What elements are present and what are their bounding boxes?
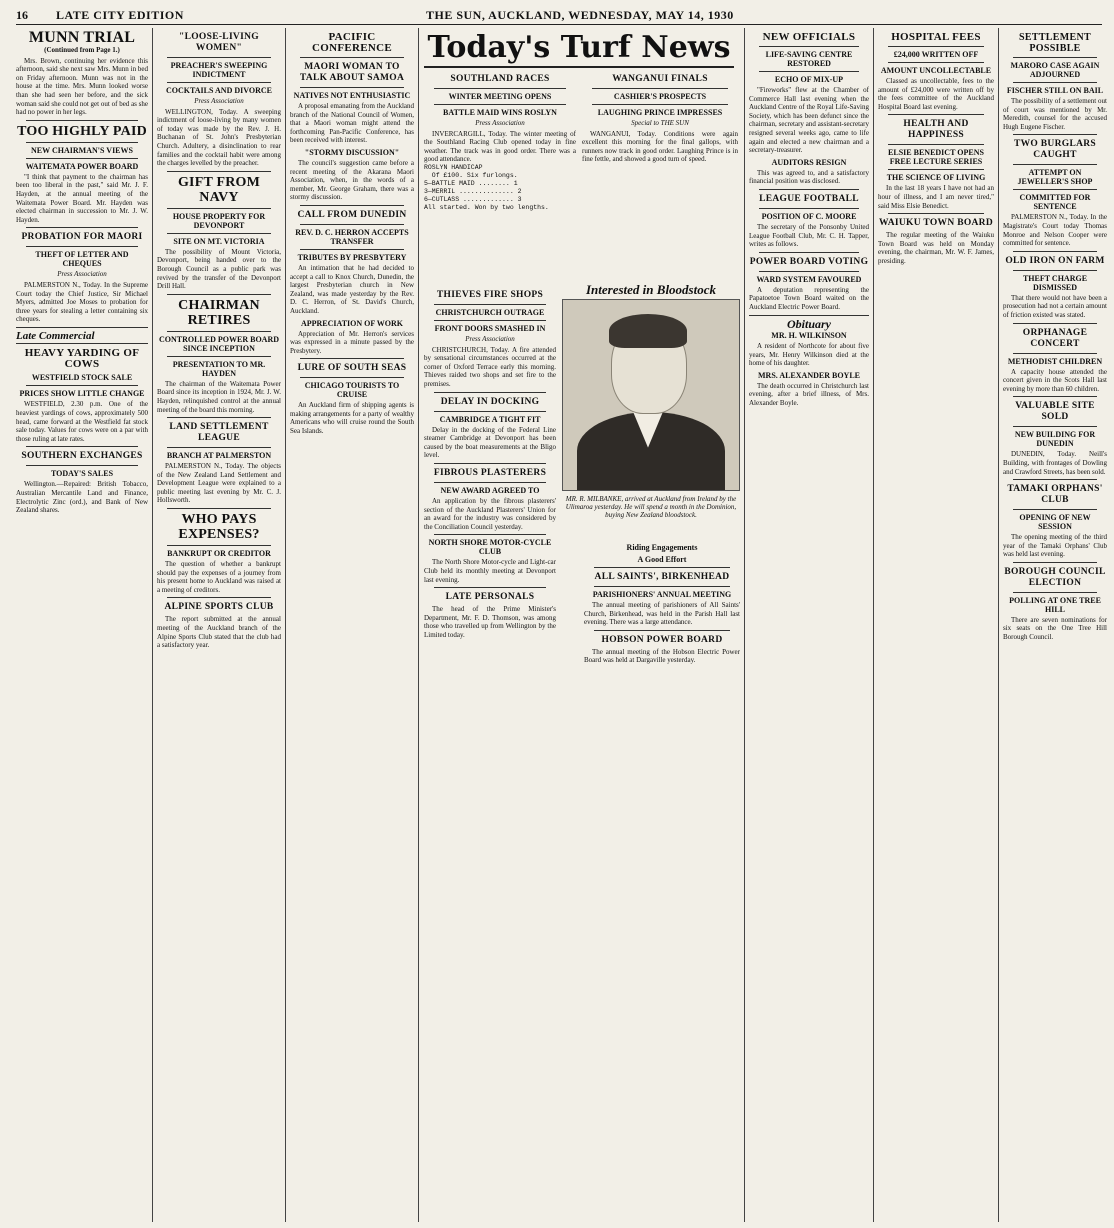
valuable-site-headline: VALUABLE SITE SOLD — [1015, 401, 1095, 423]
wanganui-finals-headline: WANGANUI FINALS — [612, 74, 708, 84]
theft-dismissed-subhead: THEFT CHARGE DISMISSED — [1022, 273, 1088, 292]
doors-smashed-subhead: FRONT DOORS SMASHED IN — [434, 324, 546, 333]
column-5 — [749, 28, 869, 1222]
new-chairman-subhead: NEW CHAIRMAN'S VIEWS — [31, 145, 133, 155]
roslyn-handicap-result: ROSLYN HANDICAP Of £100. Six furlongs. 5—BATTLE MAID ........ 1 3—MERRIL .............. 2 6—CUTLASS ............. 3 All started. Won by two lengths. — [424, 163, 549, 211]
herron-subhead: REV. D. C. HERRON ACCEPTS TRANSFER — [295, 227, 409, 246]
iron-body: That there would not have been a prosecution had not a certain amount of friction existed was stated. — [1003, 293, 1107, 319]
column-rule — [285, 28, 286, 1222]
mix-up-subhead: ECHO OF MIX-UP — [774, 75, 844, 84]
pacific-body: A proposal emanating from the Auckland branch of the National Council of Women, that a Maori woman might attend the forthcoming Pan-Pacific Conference, has been received with interest. — [290, 102, 414, 145]
league-body: The secretary of the Ponsonby United League Football Club, Mr. C. H. Tapper, writes as follows. — [749, 222, 869, 249]
health-body: In the last 18 years I have not had an hour of illness, and I am never tired," said Miss Elsie Benedict. — [878, 184, 994, 210]
land-body: PALMERSTON N., Today. The objects of the New Zealand Land Settlement and Development League were explained to a public meeting last evening by Mr. C. J. Hollsworth. — [157, 462, 281, 505]
late-personals-body: The head of the Prime Minister's Department, Mr. F. D. Thomson, was among those who travelled up from Wellington by the Limited today. — [424, 605, 556, 639]
column-2 — [157, 28, 281, 1222]
expenses-body: The question of whether a bankrupt should pay the expenses of a journey from his present home to Auckland was raised at a meeting of creditors. — [157, 560, 281, 594]
life-saving-subhead: LIFE-SAVING CENTRE RESTORED — [765, 50, 853, 68]
winter-meeting-subhead: WINTER MEETING OPENS — [448, 92, 552, 101]
thieves-body: CHRISTCHURCH, Today. A fire attended by sensational circumstances occurred at the corner of Oxford Terrace early this morning. Thieves raided two shops and set fire to the premises. — [424, 345, 556, 388]
presentation-subhead: PRESENTATION TO MR. HAYDEN — [172, 359, 266, 378]
league-football-headline: LEAGUE FOOTBALL — [759, 193, 859, 204]
good-effort-subhead: A Good Effort — [637, 555, 687, 564]
north-shore-headline: NORTH SHORE MOTOR-CYCLE CLUB — [428, 538, 552, 557]
boyle-subhead: MRS. ALEXANDER BOYLE — [757, 370, 860, 380]
controlled-power-subhead: CONTROLLED POWER BOARD SINCE INCEPTION — [158, 334, 279, 353]
waiuku-headline: WAIUKU TOWN BOARD — [878, 218, 994, 229]
palmerston-branch-subhead: BRANCH AT PALMERSTON — [166, 451, 272, 461]
call-body: An intimation that he had decided to accept a call to Knox Church, Dunedin, the largest Presbyterian church in New Zealand, was made yesterday by the Rev. D. C. Herron, of St. David's Church, Auckland. — [290, 263, 414, 315]
press-association: Press Association — [57, 270, 107, 279]
house-property-subhead: HOUSE PROPERTY FOR DEVONPORT — [172, 211, 266, 230]
appreciation-subhead: APPRECIATION OF WORK — [300, 318, 404, 328]
science-living-subhead: THE SCIENCE OF LIVING — [886, 173, 986, 183]
too-highly-paid-body: "I think that payment to the chairman has been too liberal in the past," said Mr. J. F. Hayden, at the annual meeting of the Waitemata Power Board. Mr. Hayden was elected chairman in succession to Mr. J. W. Hayden. — [16, 172, 148, 224]
fibrous-plasterers-headline: FIBROUS PLASTERERS — [433, 467, 547, 478]
old-iron-headline: OLD IRON ON FARM — [1005, 255, 1105, 266]
waiuku-body: The regular meeting of the Waiuku Town Board was held on Monday evening, the chairman, Mr. W. F. James, presiding. — [878, 231, 994, 265]
all-saints-headline: ALL SAINTS', BIRKENHEAD — [594, 572, 730, 582]
auditors-body: This was agreed to, and a satisfactory financial position was disclosed. — [749, 168, 869, 186]
pacific-conference-headline: PACIFIC CONFERENCE — [311, 31, 392, 54]
wilkinson-subhead: MR. H. WILKINSON — [771, 331, 847, 341]
battle-maid-subhead: BATTLE MAID WINS ROSLYN — [443, 108, 557, 117]
probation-body: PALMERSTON N., Today. In the Supreme Court today the Chief Justice, Sir Michael Myers, admitted Joe Moses to probation for three years for stealing a letter containing six cheques. — [16, 280, 148, 324]
chicago-subhead: CHICAGO TOURISTS TO CRUISE — [304, 381, 400, 400]
one-tree-hill-subhead: POLLING AT ONE TREE HILL — [1009, 595, 1101, 614]
north-shore-body: The North Shore Motor-cycle and Light-car Club held its monthly meeting at Devonport last evening. — [424, 558, 556, 584]
methodist-subhead: METHODIST CHILDREN — [1007, 356, 1103, 366]
theft-subhead: THEFT OF LETTER AND CHEQUES — [35, 250, 129, 269]
wilkinson-body: A resident of Northcote for about five years, Mr. Henry Wilkinson died at the home of his daughter. — [749, 342, 869, 368]
health-happiness-headline: HEALTH AND HAPPINESS — [903, 119, 969, 141]
natives-subhead: NATIVES NOT ENTHUSIASTIC — [293, 91, 411, 100]
alpine-club-headline: ALPINE SPORTS CLUB — [164, 602, 274, 613]
column-rule — [744, 28, 745, 1222]
burglars-body: PALMERSTON N., Today. In the Magistrate's Court today Thomas Monroe and Nelson Cooper were committed for sentence. — [1003, 213, 1107, 248]
power-body: A deputation representing the Papatoetoe Town Board waited on the Auckland Electric Power Board. — [749, 285, 869, 311]
late-commercial-heading: Late Commercial — [16, 329, 95, 342]
cocktails-subhead: COCKTAILS AND DIVORCE — [166, 86, 272, 95]
waitemata-subhead: WAITEMATA POWER BOARD — [25, 161, 139, 171]
todays-sales-subhead: TODAY'S SALES — [50, 469, 114, 479]
settlement-body: The possibility of a settlement out of court was mentioned by Mr. Meredith, counsel for the accused Hugh Eugene Fischer. — [1003, 97, 1107, 131]
southern-exchanges-headline: SOUTHERN EXCHANGES — [21, 451, 143, 462]
orphanage-headline: ORPHANAGE CONCERT — [1022, 327, 1088, 349]
wanganui-body: WANGANUI, Today. Conditions were again excellent this morning for the final gallops, with runners now track in good order. Laughing Prince is in fine fettle, and showed a good turn of speed. — [582, 129, 738, 164]
power-voting-headline: POWER BOARD VOTING — [749, 256, 869, 267]
press-association: Press Association — [465, 335, 515, 343]
chairman-body: The chairman of the Waitemata Power Board since its inception in 1924, Mr. J. W. Hayden, relinquished control at the annual meeting of the board this morning. — [157, 379, 281, 414]
cows-headline: HEAVY YARDING OF COWS — [24, 347, 140, 371]
boyle-body: The death occurred in Christchurch last evening, after a brief illness, of Mrs. Alexander Boyle. — [749, 381, 869, 408]
maroro-subhead: MARORO CASE AGAIN ADJOURNED — [1010, 61, 1100, 79]
settlement-possible-headline: SETTLEMENT POSSIBLE — [1019, 32, 1091, 54]
borough-election-headline: BOROUGH COUNCIL ELECTION — [1004, 566, 1106, 588]
all-saints-body: The annual meeting of parishioners of All Saints' Church, Birkenhead, was held in the Parish Hall last evening. There was a large attendance. — [584, 601, 740, 627]
bloodstock-block — [562, 282, 740, 532]
tamaki-body: The opening meeting of the third year of the Tamaki Orphans' Club was held last evening. — [1003, 533, 1107, 559]
cambridge-subhead: CAMBRIDGE A TIGHT FIT — [439, 414, 541, 424]
fibrous-body: An application by the fibrous plasterers' section of the Auckland Plasterers' Union for an award for the industry was considered by the Conciliation Council yesterday. — [424, 496, 556, 531]
tamaki-headline: TAMAKI ORPHANS' CLUB — [1007, 484, 1103, 506]
press-association: Press Association — [194, 97, 244, 105]
tributes-subhead: TRIBUTES BY PRESBYTERY — [297, 252, 407, 262]
column-1 — [16, 28, 148, 1222]
fischer-subhead: FISCHER STILL ON BAIL — [1006, 86, 1104, 95]
turf-news-title: Today's Turf News — [424, 30, 734, 68]
cashiers-subhead: CASHIER'S PROSPECTS — [613, 92, 707, 101]
milbanke-portrait — [562, 299, 740, 491]
gift-from-navy-headline: GIFT FROM NAVY — [177, 174, 261, 205]
munn-trial-body: Mrs. Brown, continuing her evidence this afternoon, said she next saw Mrs. Munn in bed on Friday afternoon. Munn was not in the house at the time. Mrs. Munn looked worse than she had seen her before, and the sick woman said she could not get out of bed as she had no power in her legs. — [16, 56, 148, 117]
appreciation-body: Appreciation of Mr. Herron's services was expressed in a minute passed by the Presbytery. — [290, 329, 414, 355]
lure-south-seas-headline: LURE OF SOUTH SEAS — [297, 363, 407, 374]
land-settlement-headline: LAND SETTLEMENT LEAGUE — [169, 422, 269, 444]
column-7 — [1003, 28, 1107, 1222]
hobson-body: The annual meeting of the Hobson Electric Power Board was held at Dargaville yesterday. — [584, 647, 740, 665]
press-association: Press Association — [475, 119, 525, 127]
column-3 — [290, 28, 414, 1222]
new-session-subhead: OPENING OF NEW SESSION — [1019, 513, 1091, 532]
who-pays-headline: WHO PAYS EXPENSES? — [178, 512, 260, 543]
laughing-prince-subhead: LAUGHING PRINCE IMPRESSES — [597, 108, 723, 117]
southland-body: INVERCARGILL, Today. The winter meeting of the Southland Racing Club opened today in fine weather. The track was in good order. There was a good attendance. — [424, 129, 576, 164]
too-highly-paid-headline: TOO HIGHLY PAID — [17, 123, 147, 139]
loose-living-body: WELLINGTON, Today. A sweeping indictment of loose-living by many women of today was made by the Rev. J. H. Buchanan of St. John's Presbyterian Church. Adultery, a disinclination to rear families and the cocktail habit were among the charges levelled by the preacher. — [157, 107, 281, 168]
column-6 — [878, 28, 994, 1222]
southland-races-headline: SOUTHLAND RACES — [450, 74, 550, 84]
moore-subhead: POSITION OF C. MOORE — [761, 211, 857, 221]
obituary-heading: Obituary — [786, 316, 831, 331]
bankrupt-subhead: BANKRUPT OR CREDITOR — [167, 549, 271, 559]
dateline: THE SUN, AUCKLAND, WEDNESDAY, MAY 14, 1930 — [426, 8, 734, 22]
late-personals-headline: LATE PERSONALS — [445, 592, 535, 603]
chairman-retires-headline: CHAIRMAN RETIRES — [178, 297, 260, 328]
westfield-body: WESTFIELD, 2.30 p.m. One of the heaviest yardings of cows, approximately 500 head, came forward at the Westfield fat stock sale today. Values for cows were on a par with those ruling at late rates. — [16, 400, 148, 443]
masthead — [16, 8, 1102, 25]
portrait-caption: MR. R. MILBANKE, arrived at Auckland from Ireland by the Ulimaroa yesterday. He will spend a month in the Dominion, buying New Zealand bloodstock. — [565, 494, 737, 520]
dunedin-building-subhead: NEW BUILDING FOR DUNEDIN — [1014, 430, 1096, 449]
hospital-fees-headline: HOSPITAL FEES — [891, 31, 981, 43]
ward-system-subhead: WARD SYSTEM FAVOURED — [756, 274, 862, 284]
column-rule — [152, 28, 153, 1222]
lure-body: An Auckland firm of shipping agents is making arrangements for a party of wealthy Americans who will cruise round the South Sea Islands. — [290, 401, 414, 436]
column-rule — [998, 28, 999, 1222]
committed-subhead: COMMITTED FOR SENTENCE — [1019, 193, 1091, 212]
column-4a-lower — [424, 286, 556, 1222]
jewellers-subhead: ATTEMPT ON JEWELLER'S SHOP — [1017, 168, 1093, 187]
edition-label: LATE CITY EDITION — [56, 8, 184, 22]
loose-living-headline: "LOOSE-LIVING WOMEN" — [179, 32, 259, 53]
orphanage-body: A capacity house attended the concert given in the Scots Hall last evening by more than 60 children. — [1003, 367, 1107, 393]
special-to-sun: Special to THE SUN — [631, 119, 689, 127]
two-burglars-headline: TWO BURGLARS CAUGHT — [1014, 139, 1096, 161]
probation-headline: PROBATION FOR MAORI — [21, 232, 143, 243]
call-dunedin-headline: CALL FROM DUNEDIN — [297, 209, 407, 220]
prices-subhead: PRICES SHOW LITTLE CHANGE — [19, 389, 145, 399]
column-4b-lower — [584, 540, 740, 1222]
preacher-subhead: PREACHER'S SWEEPING INDICTMENT — [170, 61, 268, 79]
new-officials-body: "Fireworks" flew at the Chamber of Commerce Hall last evening when the Auckland Centre of the Royal Life-Saving Society, which has been defunct since the chairman, secretary and assistant-secretary resigned several weeks ago, came to life again and elected a new chairman and a secretary-treasurer. — [749, 86, 869, 155]
benedict-subhead: ELSIE BENEDICT OPENS FREE LECTURE SERIES — [888, 148, 984, 167]
valuable-body: DUNEDIN, Today. Neill's Building, with frontages of Dowling and Crawford Streets, has been sold. — [1003, 450, 1107, 476]
munn-trial-headline: MUNN TRIAL — [28, 29, 136, 46]
new-officials-headline: NEW OFFICIALS — [762, 31, 856, 43]
alpine-body: The report submitted at the annual meeting of the Auckland branch of the Alpine Sports Club stated that the club had a satisfactory year. — [157, 615, 281, 650]
hospital-body: Classed as uncollectable, fees to the amount of £24,000 were written off by the fees committee of the Auckland Hospital Board last evening. — [878, 77, 994, 111]
page-number: 16 — [16, 8, 28, 22]
stormy-body: The council's suggestion came before a recent meeting of the Akarana Maori Association, when, in the words of a member, Mr. George Graham, there was a stormy discussion. — [290, 158, 414, 202]
thieves-fire-headline: THIEVES FIRE SHOPS — [436, 290, 544, 300]
hobson-headline: HOBSON POWER BOARD — [601, 634, 723, 645]
stormy-discussion-subhead: "STORMY DISCUSSION" — [304, 147, 400, 157]
new-award-subhead: NEW AWARD AGREED TO — [440, 485, 540, 495]
delay-docking-headline: DELAY IN DOCKING — [440, 396, 540, 407]
borough-body: There are seven nominations for six seats on the One Tree Hill Borough Council. — [1003, 615, 1107, 642]
parishioners-subhead: PARISHIONERS' ANNUAL MEETING — [592, 590, 732, 599]
maori-woman-subhead: MAORI WOMAN TO TALK ABOUT SAMOA — [299, 62, 405, 83]
christchurch-outrage-subhead: CHRISTCHURCH OUTRAGE — [435, 308, 545, 317]
delay-body: Delay in the docking of the Federal Line steamer Cambridge at Devonport has been caused by the boat measurements at the Bligo level. — [424, 425, 556, 460]
column-rule — [418, 28, 419, 1222]
exchanges-body: Wellington.—Repaired: British Tobacco, Australian Mercantile Land and Finance, Electrolytic Zinc (ord.), and Bank of New Zealand shares. — [16, 480, 148, 515]
uncollectable-subhead: AMOUNT UNCOLLECTABLE — [880, 66, 992, 75]
column-rule — [873, 28, 874, 1222]
auditors-subhead: AUDITORS RESIGN — [771, 157, 847, 167]
mt-victoria-subhead: SITE ON MT. VICTORIA — [173, 236, 265, 246]
continued-note: (Continued from Page 1.) — [44, 46, 120, 54]
interested-bloodstock-title: Interested in Bloodstock — [585, 282, 716, 297]
gift-body: The possibility of Mount Victoria, Devonport, being handed over to the Borough Council as a public park was revived by the transfer of the Devonport Drill Hall. — [157, 247, 281, 291]
written-off-subhead: £24,000 WRITTEN OFF — [893, 50, 979, 59]
westfield-subhead: WESTFIELD STOCK SALE — [31, 373, 133, 383]
riding-engagements-subhead: Riding Engagements — [626, 543, 698, 552]
